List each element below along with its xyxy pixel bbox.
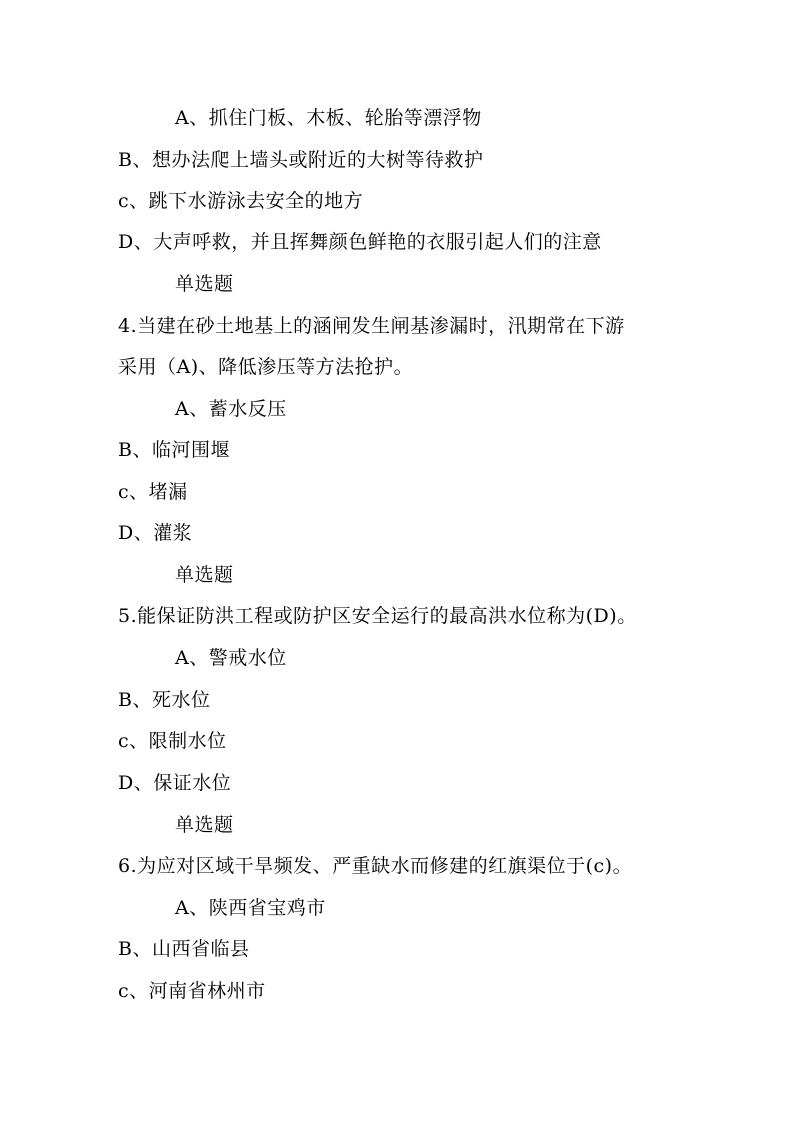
option-d-q3: D、大声呼救，并且挥舞颜色鲜艳的衣服引起人们的注意 (118, 231, 602, 253)
question-type-label: 单选题 (175, 564, 234, 586)
option-c-q5: c、限制水位 (118, 730, 227, 752)
question-4-text: 4.当建在砂土地基上的涵闸发生闸基渗漏时，汛期常在下游 (118, 315, 625, 337)
question-4-text-continued: 采用（A)、降低渗压等方法抢护。 (118, 356, 414, 378)
option-a-q6: A、陕西省宝鸡市 (175, 897, 326, 919)
question-6-text: 6.为应对区域干旱频发、严重缺水而修建的红旗渠位于(c)。 (118, 855, 633, 877)
option-a-q4: A、蓄水反压 (175, 398, 287, 420)
option-b-q5: B、死水位 (118, 689, 211, 711)
option-c-q3: c、跳下水游泳去安全的地方 (118, 190, 364, 212)
option-d-q5: D、保证水位 (118, 772, 232, 794)
option-a-q5: A、警戒水位 (175, 647, 287, 669)
option-a-q3: A、抓住门板、木板、轮胎等漂浮物 (175, 107, 482, 129)
option-b-q3: B、想办法爬上墙头或附近的大树等待救护 (118, 149, 484, 171)
question-type-label: 单选题 (175, 814, 234, 836)
option-c-q4: c、堵漏 (118, 481, 188, 503)
option-d-q4: D、灌浆 (118, 522, 193, 544)
option-b-q6: B、山西省临县 (118, 938, 250, 960)
question-type-label: 单选题 (175, 273, 234, 295)
option-c-q6: c、河南省林州市 (118, 980, 266, 1002)
question-5-text: 5.能保证防洪工程或防护区安全运行的最高洪水位称为(D)。 (118, 605, 637, 627)
option-b-q4: B、临河围堰 (118, 439, 230, 461)
